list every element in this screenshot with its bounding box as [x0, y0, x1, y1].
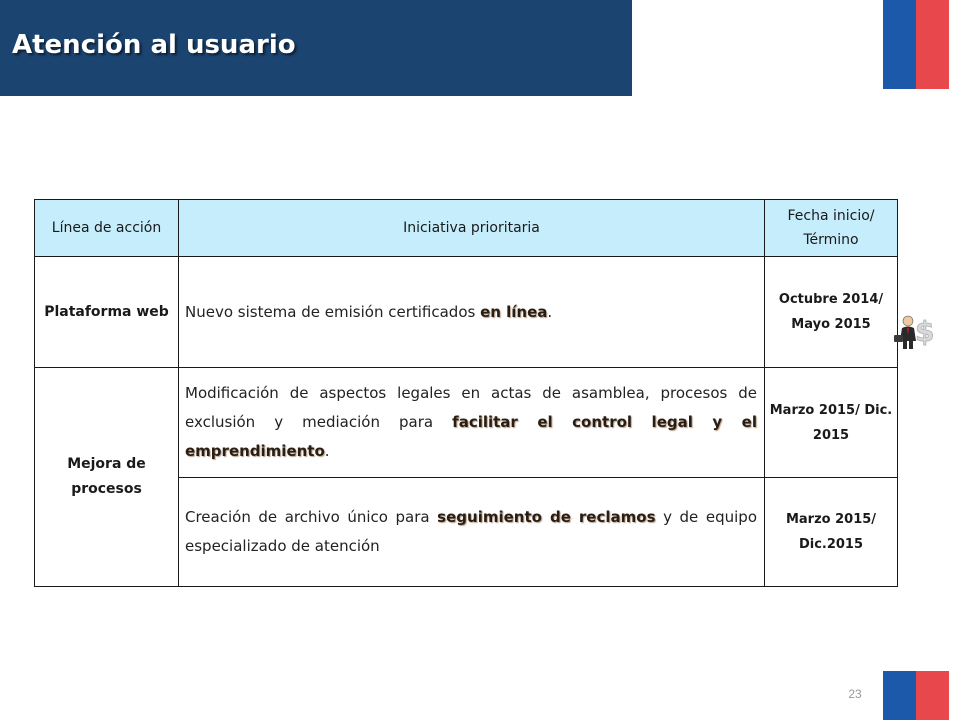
svg-text:$: $ [915, 315, 935, 348]
title-bar [0, 0, 632, 96]
iniciativa-highlight: seguimiento de reclamos [437, 508, 656, 526]
iniciativa-text: Modificación de aspectos legales en actas de asamblea, procesos de exclusión y mediación para [185, 384, 757, 431]
table-row [35, 368, 898, 478]
header-iniciativa: Iniciativa prioritaria [179, 200, 765, 257]
iniciativa-cell [179, 478, 765, 587]
linea-cell: Plataforma web [35, 257, 179, 368]
iniciativa-highlight: facilitar el control legal y el emprendimiento [185, 413, 757, 460]
iniciativa-highlight: en línea [480, 302, 548, 321]
table-header-row [35, 200, 898, 257]
page-title: Atención al usuario [12, 30, 296, 60]
iniciativa-text-end: . [547, 302, 553, 321]
businessman-money-icon [893, 311, 939, 351]
fecha-cell: Octubre 2014/ Mayo 2015 [765, 257, 898, 368]
chile-flag-stripes-top [883, 0, 949, 89]
chile-flag-stripes-bottom [883, 671, 949, 720]
linea-cell: Mejora de procesos [35, 368, 179, 587]
header-linea: Línea de acción [35, 200, 179, 257]
iniciativa-cell [179, 257, 765, 368]
iniciativa-text: Nuevo sistema de emisión certificados [185, 302, 481, 321]
fecha-cell: Marzo 2015/ Dic.2015 [765, 478, 898, 587]
header-fecha: Fecha inicio/ Término [765, 200, 898, 257]
iniciativa-cell [179, 368, 765, 478]
table-row [35, 257, 898, 368]
iniciativa-text: Creación de archivo único para [185, 508, 438, 526]
iniciativa-text-end: . [324, 442, 330, 460]
iniciativa-text-end: y de equipo especializado de atención [185, 508, 757, 555]
fecha-cell: Marzo 2015/ Dic. 2015 [765, 368, 898, 478]
initiatives-table [34, 199, 898, 587]
page-number: 23 [848, 687, 862, 701]
